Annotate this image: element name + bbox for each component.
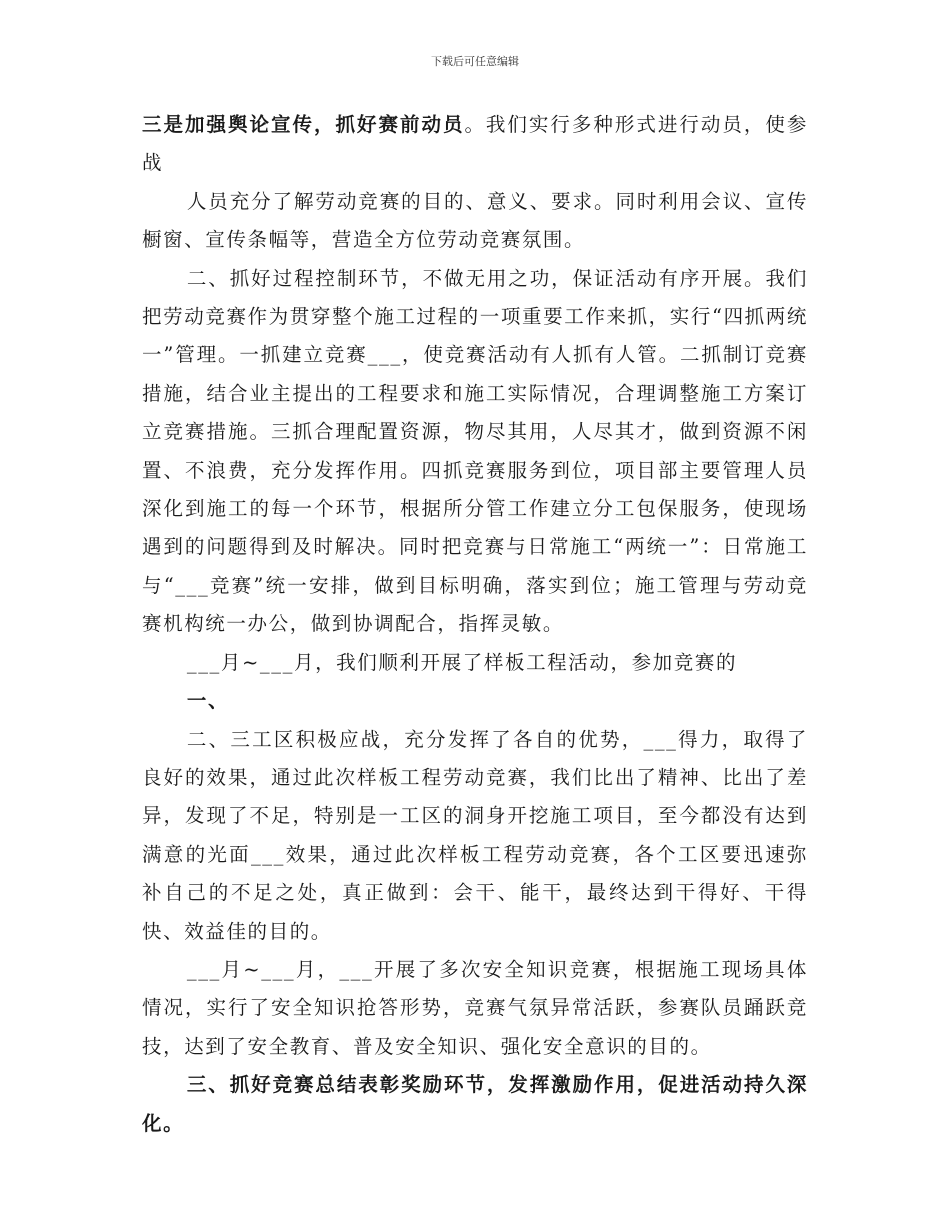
paragraph-3: 二、抓好过程控制环节，不做无用之功，保证活动有序开展。我们把劳动竞赛作为贯穿整个施工过程的一项重要工作来抓，实行“四抓两统一”管理。一抓建立竞赛___，使竞赛活动有人抓有人管。二抓制订竞赛措施，结合业主提出的工程要求和施工实际情况，合理调整施工方案订立竞赛措施。三抓合理配置资源，物尽其用，人尽其才，做到资源不闲置、不浪费，充分发挥作用。四抓竞赛服务到位，项目部主要管理人员深化到施工的每一个环节，根据所分管工作建立分工包保服务，使现场遇到的问题得到及时解决。同时把竞赛与日常施工“两统一”：日常施工与“___竞赛”统一安排，做到目标明确，落实到位；施工管理与劳动竞赛机构统一办公，做到协调配合，指挥灵敏。: [142, 266, 808, 636]
paragraph-6: 二、三工区积极应战，充分发挥了各自的优势，___得力，取得了良好的效果，通过此次样板工程劳动竞赛，我们比出了精神、比出了差异，发现了不足，特别是一工区的洞身开挖施工项目，至今都没有达到满意的光面___效果，通过此次样板工程劳动竞赛，各个工区要迅速弥补自己的不足之处，真正做到：会干、能干，最终达到干得好、干得快、效益佳的目的。: [142, 727, 808, 943]
document-body: [142, 106, 808, 1143]
paragraph-5-heading: 一、: [186, 689, 230, 713]
paragraph-1-text: 。我们实行多种形式进行动员，使参战: [142, 113, 808, 175]
section-3-heading: 三、抓好竞赛总结表彰奖励环节，发挥激励作用，促进活动持久深化。: [142, 1073, 808, 1135]
paragraph-1: [142, 106, 808, 183]
page-header: 下载后可任意编辑: [431, 55, 519, 68]
paragraph-1-heading: 三是加强舆论宣传，抓好赛前动员: [142, 113, 465, 136]
paragraph-2: 人员充分了解劳动竞赛的目的、意义、要求。同时利用会议、宣传橱窗、宣传条幅等，营造全方位劳动竞赛氛围。: [142, 189, 808, 252]
paragraph-4: ___月~___月，我们顺利开展了样板工程活动，参加竞赛的: [186, 650, 738, 674]
paragraph-7: ___月~___月，___开展了多次安全知识竞赛，根据施工现场具体情况，实行了安全知识抢答形势，竞赛气氛异常活跃，参赛队员踊跃竞技，达到了安全教育、普及安全知识、强化安全意识的目的。: [142, 957, 808, 1058]
